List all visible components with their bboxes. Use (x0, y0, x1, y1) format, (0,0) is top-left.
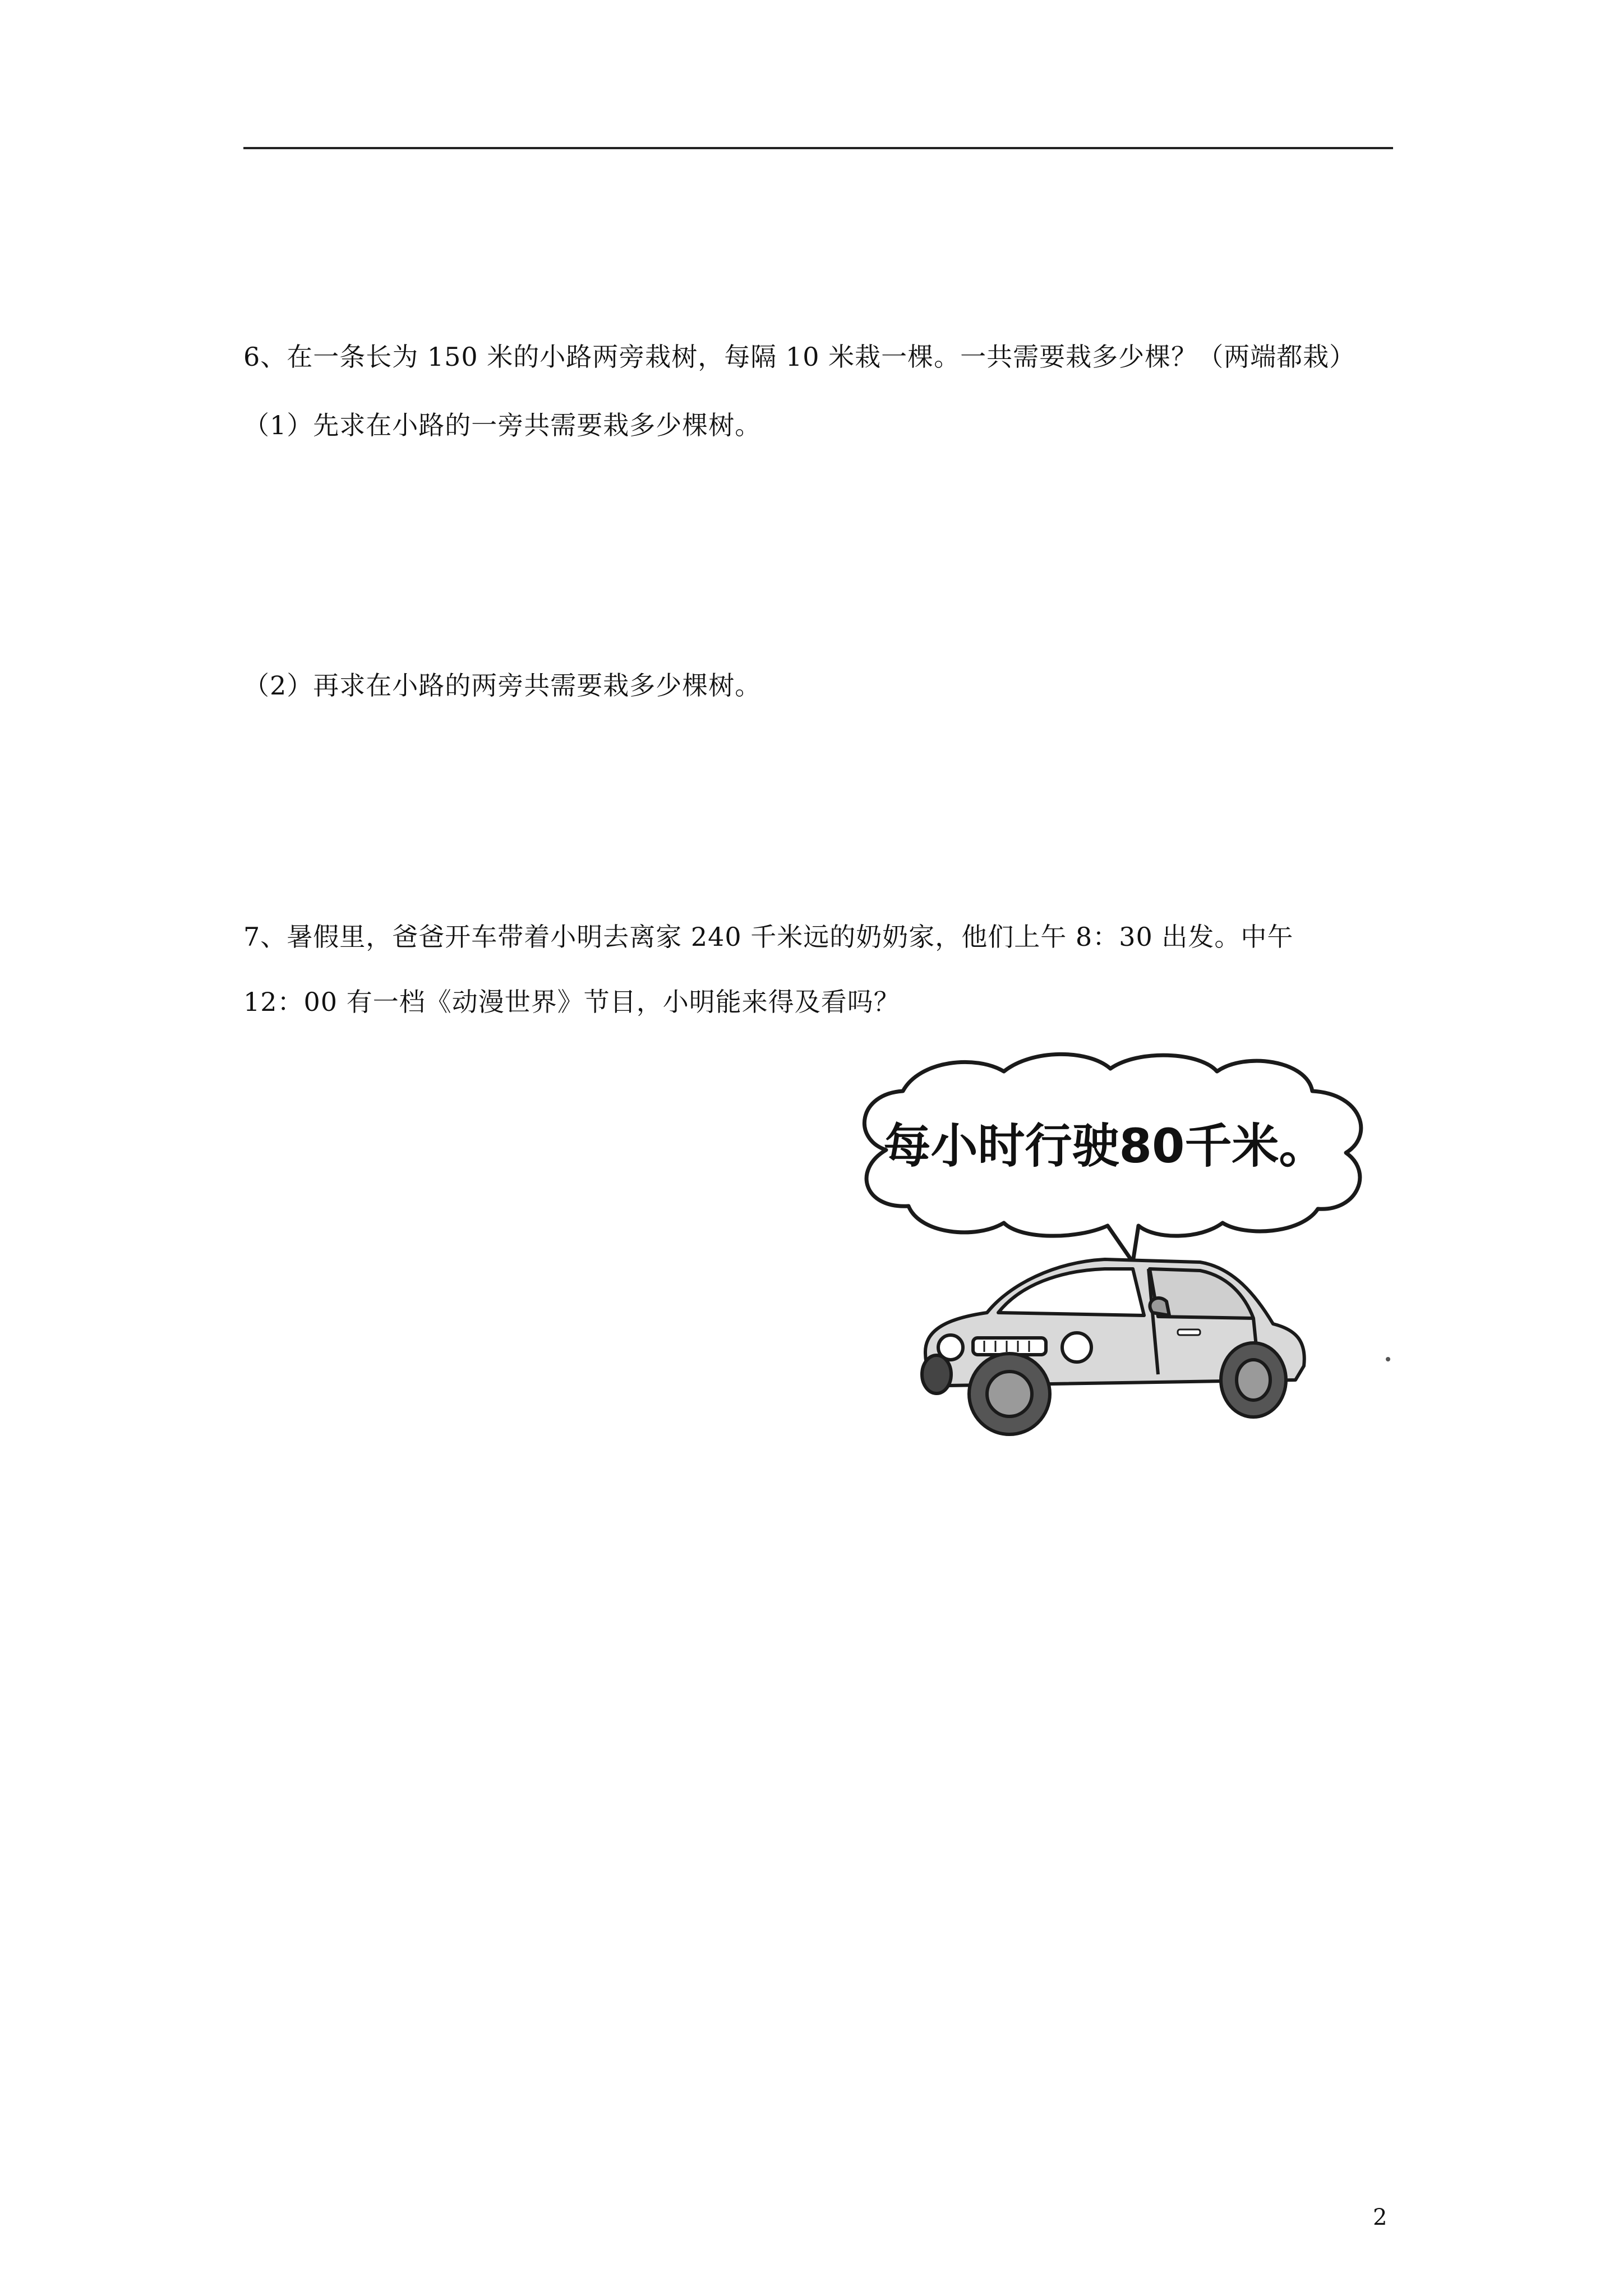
car-illustration (841, 1038, 1424, 1464)
question-6-text: 6、在一条长为 150 米的小路两旁栽树，每隔 10 米栽一棵。一共需要栽多少棵？（两端都栽） (243, 342, 1356, 372)
page-number: 2 (1373, 2205, 1387, 2230)
header-rule (243, 147, 1393, 149)
speech-bubble-text: 每小时行驶80千米。 (883, 1119, 1326, 1174)
stray-dot (1386, 1357, 1390, 1361)
question-6-part-2: （2）再求在小路的两旁共需要栽多少棵树。 (243, 670, 762, 701)
car-icon (922, 1259, 1304, 1434)
question-7-line-2: 12：00 有一档《动漫世界》节目，小明能来得及看吗？ (243, 987, 900, 1017)
question-6-part-1: （1）先求在小路的一旁共需要栽多少棵树。 (243, 410, 762, 440)
question-7-line-1: 7、暑假里，爸爸开车带着小明去离家 240 千米远的奶奶家，他们上午 8：30 出发。中午 (243, 922, 1294, 952)
car-with-speech-bubble-icon (841, 1038, 1424, 1464)
